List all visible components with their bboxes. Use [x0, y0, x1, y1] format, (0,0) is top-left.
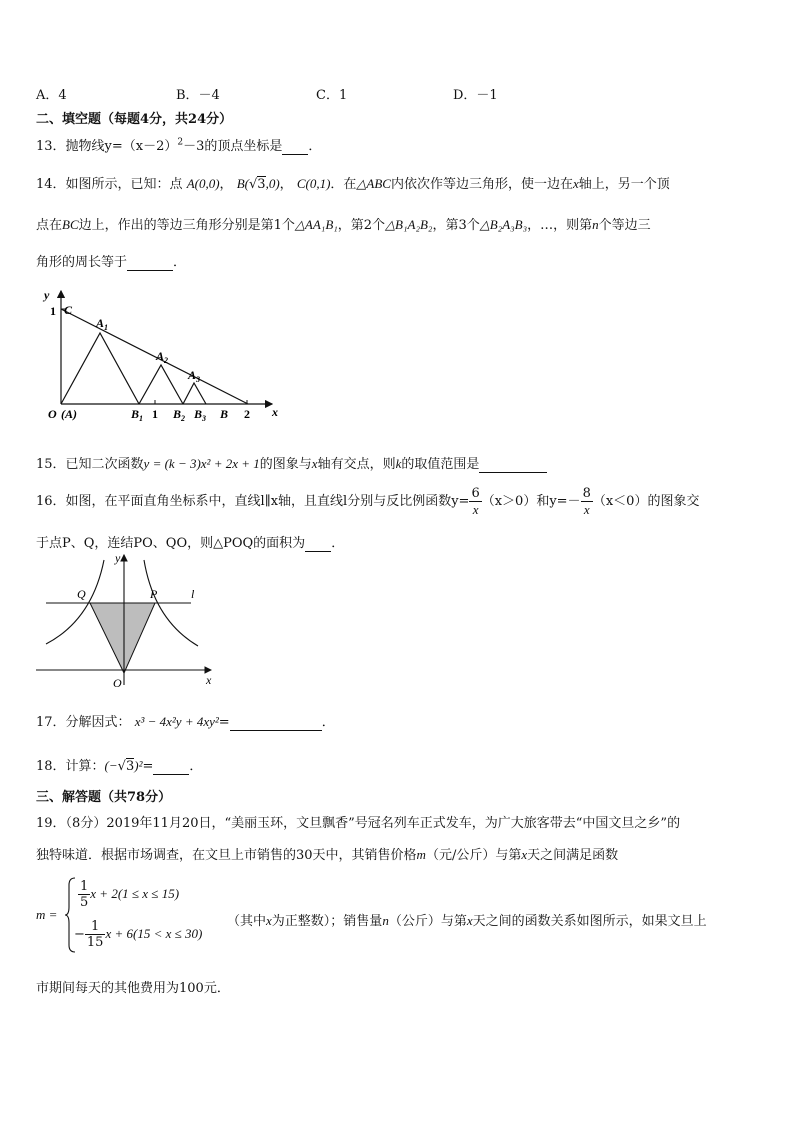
question-16-line-1 [36, 486, 699, 517]
q17-expression: x³ − 4x²y + 4xy² [134, 714, 219, 729]
question-15 [36, 453, 547, 473]
var-n: n [592, 217, 599, 232]
question-19-line-1: 19．（8分）2019年11月20日，“美丽玉环，文旦飘香”号冠名列车正式发车，为广大旅客带去“中国文旦之乡”的 [36, 816, 681, 831]
q18-answer-blank[interactable] [153, 759, 189, 775]
q14-text: 轴上，另一个顶 [578, 177, 670, 192]
figure-16-hyperbolas [36, 550, 226, 695]
q16-text: （x＞0）和y=－ [481, 494, 581, 509]
figure-14-triangles [36, 285, 286, 425]
fig14-y-label: y [44, 288, 50, 302]
q18-root: 3 [125, 759, 135, 774]
q19-text: （公斤）与第 [388, 914, 467, 929]
fig14-label-o: O [48, 407, 57, 421]
fig14-label-b3: $B_3$ [194, 407, 207, 423]
triangle-poq [90, 603, 155, 673]
var-x: x [266, 913, 272, 928]
fig16-label-q: Q [77, 587, 86, 601]
q18-suffix: )² [134, 758, 143, 773]
q16-answer-blank[interactable] [305, 536, 331, 552]
q15-text: 15．已知二次函数 [36, 457, 144, 472]
q18-prefix: (− [104, 758, 118, 773]
question-16-line-2 [36, 532, 344, 552]
question-19-line-4: 市期间每天的其他费用为100元． [36, 981, 230, 996]
fig16-y-label: y [115, 551, 121, 565]
q16-text: 于点P、Q，连结PO、QO，则△POQ的面积为 [36, 536, 306, 551]
q19-text: 天之间的函数关系如图所示，如果文旦上 [472, 914, 707, 929]
var-x: x [311, 456, 318, 471]
fig14-label-a2: $A_2$ [156, 349, 169, 365]
triangle-3-shape [183, 383, 206, 404]
sqrt-icon: √ [117, 759, 126, 774]
q14-answer-blank[interactable] [127, 255, 173, 271]
fig14-label-b2: $B_2$ [173, 407, 186, 423]
q14-text: 个等边三 [598, 218, 651, 233]
q14-end: ． [173, 255, 187, 270]
q15-text: 的图象与 [259, 457, 312, 472]
sqrt-icon: √ [248, 177, 258, 192]
q16-text: （x＜0）的图象交 [592, 494, 700, 509]
option-a: A．4 [36, 88, 67, 103]
segment-bc: BC [62, 217, 79, 232]
point-b-suffix: ,0) [265, 176, 280, 191]
var-x: x [573, 176, 579, 191]
fig14-label-b: B [220, 407, 229, 421]
fig16-label-p: P [150, 587, 158, 601]
question-14-line-2 [36, 214, 651, 233]
q17-text: 17．分解因式： [36, 715, 131, 730]
row-2-sign: − [74, 927, 85, 942]
section-title-fill-in: 二、填空题（每题4分，共24分） [36, 112, 233, 127]
q13-text-after: －3的顶点坐标是 [183, 139, 283, 154]
row-1-expression: x + 2(1 ≤ x ≤ 15) [90, 886, 180, 901]
hyperbola-left [46, 560, 104, 644]
q13-end: ． [308, 139, 322, 154]
q19-text: （其中 [227, 914, 267, 929]
var-x: x [466, 913, 473, 928]
fig14-two: 2 [244, 407, 250, 421]
question-14-line-3 [36, 251, 186, 271]
fig14-one-x: 1 [152, 407, 158, 421]
fig16-label-o: O [113, 676, 122, 690]
option-b: B．－4 [176, 88, 220, 103]
var-n: n [382, 913, 389, 928]
q19-text: 为正整数）；销售量 [271, 914, 383, 929]
q13-answer-blank[interactable] [282, 139, 308, 155]
question-19-line-3 [227, 910, 707, 929]
triangle-2-shape [139, 365, 183, 404]
option-d: D．－1 [453, 88, 498, 103]
fig14-label-a1: $A_1$ [96, 316, 109, 332]
q19-text: （元/公斤）与第 [425, 848, 522, 863]
q14-text: ，第2个 [337, 218, 386, 233]
triangle-3: △B₂A₃B₃ [479, 217, 528, 232]
fig14-x-label: x [272, 405, 278, 419]
var-k: k [395, 456, 402, 471]
q18-text: 18．计算： [36, 759, 105, 774]
q17-equals: = [218, 715, 230, 730]
q19-text: 天之间满足函数 [527, 848, 619, 863]
q15-text: 的取值范围是 [401, 457, 480, 472]
fig14-label-a-origin: (A) [61, 407, 77, 421]
point-b-root: 3 [257, 177, 266, 192]
fig14-label-a3: $A_3$ [188, 368, 201, 384]
q14-sep: ， [219, 177, 233, 192]
triangle-abc: △ABC [356, 176, 391, 191]
q13-text-before: 13．抛物线y=（x－2） [36, 139, 178, 154]
triangle-1-shape [61, 333, 139, 404]
piecewise-m: m = [36, 907, 58, 922]
q14-text: ，第3个 [432, 218, 480, 233]
q17-answer-blank[interactable] [230, 715, 322, 731]
q16-text: 16．如图，在平面直角坐标系中，直线l∥x轴，且直线l分别与反比例函数y= [36, 494, 470, 509]
fraction-6-over-x: $\frac{6}{x}$ [471, 486, 480, 517]
q16-end: ． [331, 536, 345, 551]
fig14-one-y: 1 [50, 304, 56, 318]
question-17 [36, 711, 335, 731]
fraction-1-over-15: $\frac{1}{15}$ [86, 919, 104, 950]
q18-end: ． [189, 759, 203, 774]
piecewise-row-1 [78, 879, 179, 910]
q13-exponent: 2 [177, 137, 184, 148]
question-13 [36, 135, 321, 155]
fraction-1-over-5: $\frac{1}{5}$ [80, 879, 89, 910]
q15-text: 轴有交点，则 [317, 457, 396, 472]
q14-sep: ， [279, 177, 293, 192]
q14-text: 内依次作等边三角形，使一边在 [390, 177, 573, 192]
triangle-2: △B₁A₂B₂ [385, 217, 433, 232]
var-m: m [416, 847, 426, 862]
point-a: A(0,0) [186, 176, 220, 191]
point-c: C(0,1) [296, 176, 331, 191]
fig16-x-label: x [206, 673, 212, 687]
fig16-label-l: l [191, 587, 195, 601]
fraction-8-over-x: $\frac{8}{x}$ [582, 486, 591, 517]
question-18 [36, 755, 202, 775]
q15-answer-blank[interactable] [479, 457, 547, 473]
q18-equals: = [142, 759, 154, 774]
q15-function: y = (k − 3)x² + 2x + 1 [143, 456, 260, 471]
segment-cb [61, 309, 248, 404]
row-2-expression: x + 6(15 < x ≤ 30) [105, 926, 203, 941]
fig14-label-c: C [64, 303, 73, 317]
q14-text: ，…，则第 [527, 218, 593, 233]
var-x: x [521, 847, 528, 862]
triangle-1: △AA₁B₁ [294, 217, 338, 232]
question-19-line-2 [36, 844, 618, 863]
q14-text: 角形的周长等于 [36, 255, 128, 270]
q14-text: 边上，作出的等边三角形分别是第1个 [78, 218, 295, 233]
option-c: C．1 [316, 88, 348, 103]
q14-text: ．在 [330, 177, 357, 192]
point-b-prefix: B( [236, 176, 249, 191]
q17-end: ． [321, 715, 335, 730]
q14-text: 14．如图所示，已知：点 [36, 177, 183, 192]
q14-text: 点在 [36, 218, 63, 233]
q19-text: 独特味道．根据市场调查，在文旦上市销售的30天中，其销售价格 [36, 848, 417, 863]
fig14-label-b1: $B_1$ [131, 407, 144, 423]
piecewise-row-2 [74, 919, 202, 950]
question-14-line-1 [36, 173, 670, 192]
section-title-solve: 三、解答题（共78分） [36, 790, 172, 805]
